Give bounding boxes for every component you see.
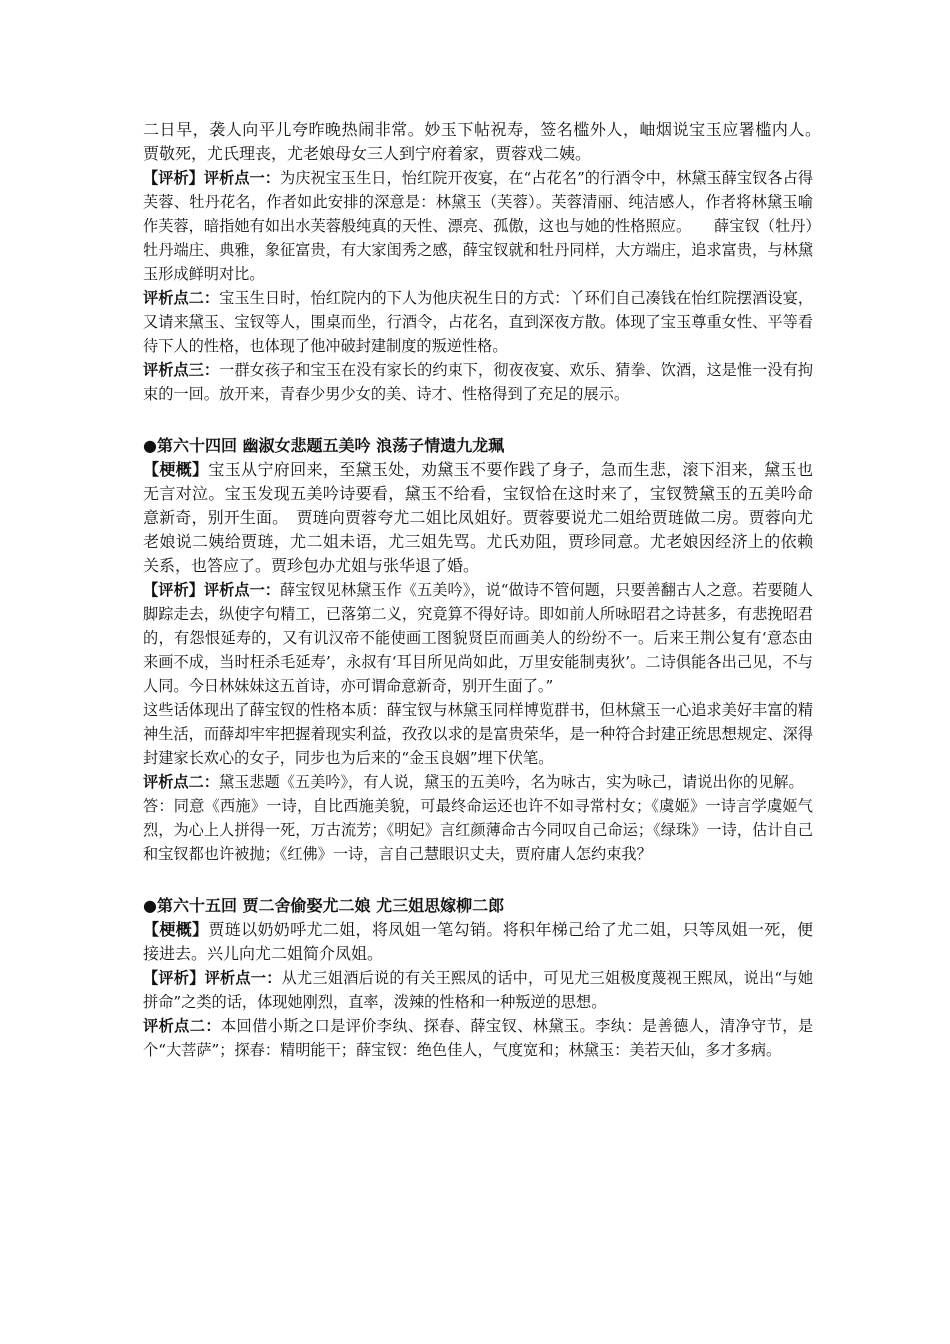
analysis-text: 薛宝钗见林黛玉作《五美吟》，说“做诗不管何题，只要善翻古人之意。若要随人脚踪走去，纵使字句精工，已落第二义，究竟算不得好诗。即如前人所咏昭君之诗甚多，有悲挽昭君的，有怨恨延寿的，又有讥汉帝不能使画工图貌贤臣而画美人的纷纷不一。后来王荆公复有‘意态由来画不成，当时枉杀毛延寿’，永叔有‘耳目所见尚如此，万里安能制夷狄’。二诗俱能各出己见，不与人同。今日林妹妹这五首诗，亦可谓命意新奇，别开生面了。” <box>143 581 813 695</box>
analysis-label: 评析点二： <box>143 289 220 307</box>
chapter-65-analysis-2 <box>143 1014 813 1062</box>
analysis-label: 评析点二： <box>143 1017 221 1035</box>
chapter-64-analysis-1 <box>143 578 813 698</box>
section-spacer <box>143 406 813 434</box>
summary-text: 贾琏以奶奶呼尤二姐，将凤姐一笔勾销。将积年梯己给了尤二姐，只等凤姐一死，便接进去。兴儿向尤二姐简介凤姐。 <box>143 920 813 963</box>
intro-analysis-3 <box>143 358 813 406</box>
intro-analysis-2 <box>143 286 813 358</box>
chapter-64-answer <box>143 794 813 866</box>
document-page <box>143 118 846 1062</box>
analysis-label: 评析点三： <box>143 361 220 379</box>
analysis-text: 为庆祝宝玉生日，怡红院开夜宴，在“占花名”的行酒令中，林黛玉薛宝钗各占得芙蓉、牡丹花名，作者如此安排的深意是：林黛玉（芙蓉）。芙蓉清丽、纯洁感人，作者将林黛玉喻作芙蓉，暗指她有如出水芙蓉般纯真的天性、漂亮、孤傲，这也与她的性格照应。 薛宝钗（牡丹）牡丹端庄、典雅，象征富贵，有大家闺秀之感，薛宝钗就和牡丹同样，大方端庄，追求富贵，与林黛玉形成鲜明对比。 <box>143 169 814 283</box>
answer-text: 答：同意《西施》一诗，自比西施美貌，可最终命运还也许不如寻常村女；《虞姬》一诗言学虞姬气烈，为心上人拼得一死，万古流芳；《明妃》言红颜薄命古今同叹自己命运；《绿珠》一诗，估计自己和宝钗都也许被抛；《红佛》一诗，言自己慧眼识丈夫，贾府庸人怎约束我？ <box>143 797 813 863</box>
chapter-64-summary <box>143 458 813 578</box>
chapter-64-note <box>143 698 813 770</box>
intro-analysis-1 <box>143 166 813 286</box>
chapter-64-heading: ●第六十四回 幽淑女悲题五美吟 浪荡子情遗九龙珮 <box>143 436 505 455</box>
chapter-64-analysis-2 <box>143 770 813 794</box>
chapter-65-heading: ●第六十五回 贾二舍偷娶尤二娘 尤三姐思嫁柳二郎 <box>143 896 505 915</box>
intro-text: 二日早，袭人向平儿夸昨晚热闹非常。妙玉下帖祝寿，签名槛外人，岫烟说宝玉应署槛内人。 贾敬死，尤氏理丧，尤老娘母女三人到宁府着家，贾蓉戏二姨。 <box>143 120 846 163</box>
analysis-text: 黛玉悲题《五美吟》，有人说，黛玉的五美吟，名为咏古，实为咏己，请说出你的见解。 <box>218 773 804 791</box>
analysis-text: 本回借小斯之口是评价李纨、探春、薛宝钗、林黛玉。李纨：是善德人，清净守节，是个“大菩萨”；探春：精明能干；薛宝钗：绝色佳人，气度宽和；林黛玉：美若天仙，多才多病。 <box>143 1017 814 1059</box>
analysis-label: 评析点二： <box>143 773 219 791</box>
section-spacer <box>143 866 813 894</box>
summary-label: 【梗概】 <box>143 920 209 939</box>
analysis-text: 宝玉生日时，怡红院内的下人为他庆祝生日的方式：丫环们自己凑钱在怡红院摆酒设宴，又请来黛玉、宝钗等人，围桌而坐，行酒令，占花名，直到深夜方散。体现了宝玉尊重女性、平等看待下人的性格，也体现了他冲破封建制度的叛逆性格。 <box>143 289 814 355</box>
intro-paragraph <box>143 118 846 166</box>
chapter-65-analysis-1 <box>143 966 813 1014</box>
note-text: 这些话体现出了薛宝钗的性格本质：薛宝钗与林黛玉同样博览群书，但林黛玉一心追求美好丰富的精神生活，而薛却牢牢把握着现实利益，孜孜以求的是富贵荣华，是一种符合封建正统思想规定、深得封建家长欢心的女子，同步也为后来的“金玉良姻”埋下伏笔。 <box>143 701 813 767</box>
analysis-text: 一群女孩子和宝玉在没有家长的约束下，彻夜夜宴、欢乐、猜拳、饮酒，这是惟一没有拘束的一回。放开来，青春少男少女的美、诗才、性格得到了充足的展示。 <box>143 361 814 403</box>
analysis-text: 从尤三姐酒后说的有关王熙凤的话中，可见尤三姐极度蔑视王熙凤，说出“与她拼命”之类的话，体现她刚烈，直率，泼辣的性格和一种叛逆的思想。 <box>143 969 814 1011</box>
chapter-65-summary <box>143 918 813 966</box>
summary-label: 【梗概】 <box>143 460 209 479</box>
summary-text: 宝玉从宁府回来，至黛玉处，劝黛玉不要作践了身子，急而生悲，滚下泪来，黛玉也无言对泣。宝玉发现五美吟诗要看，黛玉不给看，宝钗恰在这时来了，宝钗赞黛玉的五美吟命意新奇，别开生面。 贾琏向贾蓉夸尤二姐比凤姐好。贾蓉要说尤二姐给贾琏做二房。贾蓉向尤老娘说二姨给贾琏，尤二姐未语，尤三姐先骂。尤氏劝阻，贾珍同意。尤老娘因经济上的依赖关系，也答应了。贾珍包办尤姐与张华退了婚。 <box>143 460 813 575</box>
analysis-label: 【评析】评析点一： <box>143 581 281 599</box>
analysis-label: 【评析】评析点一： <box>143 169 280 187</box>
analysis-label: 【评析】评析点一： <box>143 969 282 987</box>
